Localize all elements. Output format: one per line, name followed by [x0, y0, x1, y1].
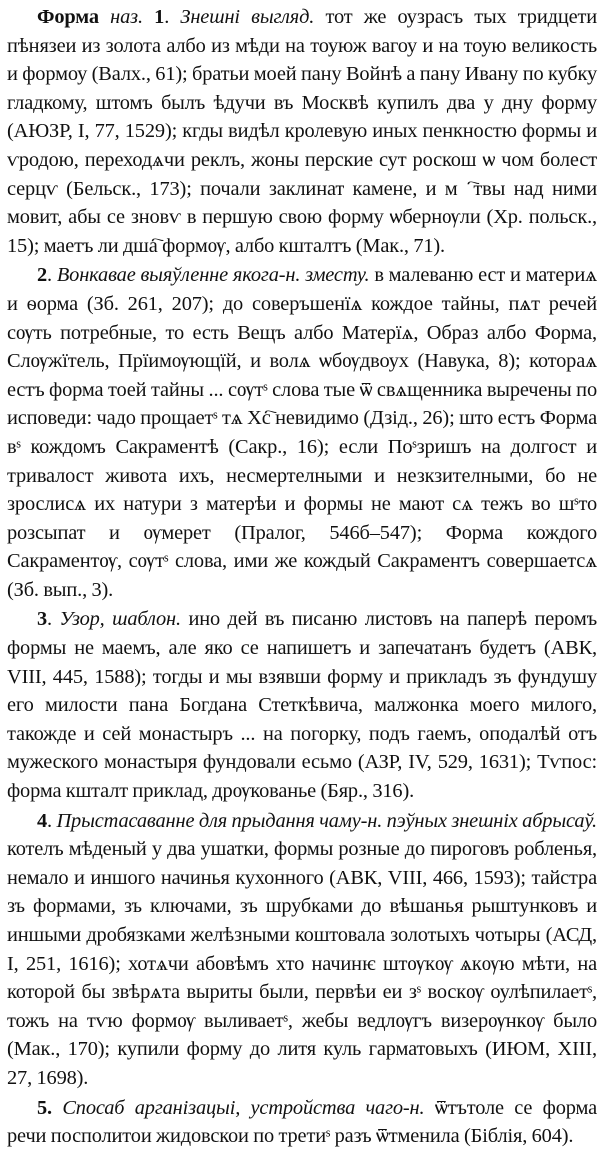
sense-3-number: 3: [37, 608, 48, 631]
sense-4-paragraph: 4. Прыстасаванне для прыдання чаму-н. пэўных знешніх абрысаў. котелъ мѣденый у два ушатки, формы розные до пироговъ робленья, немало и иншого начинья кухонного (АВК, VIII, 466, 1593); тайстра зъ формами, зъ ключами, зъ шрубками до вѣшанья рыштунковъ и иншыми дробязками желѣзными коштовала золотыхъ чотыры (АСД, I, 251, 1616); хотѧчи абовѣмъ хто начинѥ штѹкѹ ѧкѹю мѣти, на которой бы звѣрѧта выриты были, первѣи еи зˢ воскѹ оулѣпилаетˢ, тожъ на тѵю формѹ выливаетˢ, жебы ведлѹгъ визерѹнкѹ было (Мак., 170); купили форму до литя куль гарматовыхъ (ИЮМ, XIII, 27, 1698).: [7, 809, 597, 1089]
sense-5-number: 5.: [37, 1096, 52, 1119]
sense-5-paragraph: [7, 1094, 597, 1151]
sense-5-gloss: Спосаб арганізацыі, устройства чаго-н.: [62, 1096, 425, 1119]
sense-4-text: котелъ мѣденый у два ушатки, формы розные до пироговъ робленья, немало и иншого начинья кухонного (АВК, VIII, 466, 1593); тайстра зъ формами, зъ ключами, зъ шрубками до вѣшанья рыштунковъ и иншыми дробязками желѣзными коштовала золотыхъ чотыры (АСД, I, 251, 1616); хотѧчи абовѣмъ хто начинѥ штѹкѹ ѧкѹю мѣти, на которой бы звѣрѧта выриты были, первѣи еи зˢ воскѹ оулѣпилаетˢ, тожъ на тѵю формѹ выливаетˢ, жебы ведлѹгъ визерѹнкѹ было (Мак., 170); купили форму до литя куль гарматовыхъ (ИЮМ, XIII, 27, 1698).: [7, 838, 597, 1089]
sense-1-number: 1: [154, 6, 165, 28]
sense-1-paragraph: Форма наз. 1. Знешні выгляд. тот же оузрасъ тых тридцети пѣнязеи из золота албо из мѣди на тоуюж вагоу и на тоую великость и формоу (Валх., 61); братьи моей пану Войнѣ а пану Ивану по кубку гладкому, штомъ былъ ѣдучи въ Москвѣ купилъ два у дну форму (АЮЗР, I, 77, 1529); кгды видѣл кролевую иных пенкностю формы и ѵродою, переходѧчи реклъ, жоны перские сут роскош ѡ чом болест серцѵ (Бельск., 173); почали заклинат камене, и мⷧ҇твы над ними мовит, абы се зновѵ в першую свою форму ѡбернѹли (Хр. польск., 15); маетъ ли дша҇ формѹ, албо кшталтъ (Мак., 71).: [7, 6, 598, 257]
sense-2-gloss: Вонкавае выяўленне якога-н. зместу.: [56, 264, 370, 287]
sense-2-number: 2: [37, 264, 48, 287]
sense-3-text: ино дей въ писаню листовъ на паперѣ перомъ формы не маемъ, але яко се напишетъ и запечатанъ будетъ (АВК, VIII, 445, 1588); тогды и мы взявши форму и прикладъ зъ фундушу его милости пана Богдана Стеткѣвича, малжонка моего милого, такожде и сей монастыръ ... на погорку, подъ гаемъ, оподалѣй отъ мужеского монастыря фундовали есьмо (АЗР, IV, 529, 1631); Тѵпос: форма кшталт приклад, дрѹкованье (Бяр., 316).: [7, 608, 597, 803]
sense-4-gloss: Прыстасаванне для прыдання чаму-н. пэўных знешніх абрысаў.: [56, 809, 597, 832]
sense-2-paragraph: 2. Вонкавае выяўленне якога-н. зместу. в малеваню ест и материѧ и ѳорма (Зб. 261, 207); до соверъшенїѧ кождое тайны, пѧт речей сѹть потребные, то есть Вещъ албо Матерїѧ, Образ албо Форма, Слѹжїтель, Прїимѹющїй, и волѧ ѡбѹдвоух (Навука, 8); котораѧ естъ форма тоей тайны ... сѹтˢ слова тые ѿ свѧщенника выречены по исповеди: чадо прощаетˢ тѧ Хс҇ невидимо (Дзід., 26); што естъ Форма вˢ кождомъ Сакраментѣ (Сакр., 16); если Поˢзришъ на долгост и тривалост живота ихъ, несмертелными и незкзителными, бо не зрослисѧ их натури з матерѣи и формы не мают сѧ тежъ во шˢто розсыпат и ѹмерет (Пралог, 546б–547); Форма кождого Сакраментѹ, сѹтˢ слова, ими же кождый Сакраментъ совершаетсѧ (Зб. вып., 3).: [7, 264, 597, 601]
sense-1-gloss: Знешні выгляд.: [180, 6, 315, 28]
sense-5-text: ѿтътоле се форма речи посполитои жидовскои по третиˢ разъ ѿтменила (Біблія, 604).: [7, 1096, 598, 1148]
sense-3-paragraph: 3. Узор, шаблон. ино дей въ писаню листовъ на паперѣ перомъ формы не маемъ, але яко се напишетъ и запечатанъ будетъ (АВК, VIII, 445, 1588); тогды и мы взявши форму и прикладъ зъ фундушу его милости пана Богдана Стеткѣвича, малжонка моего милого, такожде и сей монастыръ ... на погорку, подъ гаемъ, оподалѣй отъ мужеского монастыря фундовали есьмо (АЗР, IV, 529, 1631); Тѵпос: форма кшталт приклад, дрѹкованье (Бяр., 316).: [7, 608, 597, 803]
sense-3-gloss: Узор, шаблон.: [59, 608, 181, 631]
headword: Форма: [37, 6, 99, 28]
sense-1-text: тот же оузрасъ тых тридцети пѣнязеи из золота албо из мѣди на тоуюж вагоу и на тоую великость и формоу (Валх., 61); братьи моей пану Войнѣ а пану Ивану по кубку гладкому, штомъ былъ ѣдучи въ Москвѣ купилъ два у дну форму (АЮЗР, I, 77, 1529); кгды видѣл кролевую иных пенкностю формы и ѵродою, переходѧчи реклъ, жоны перские сут роскош ѡ чом болест серцѵ (Бельск., 173); почали заклинат камене, и мⷧ҇твы над ними мовит, абы се зновѵ в першую свою форму ѡбернѹли (Хр. польск., 15); маетъ ли дша҇ формѹ, албо кшталтъ (Мак., 71).: [7, 6, 598, 257]
sense-2-text: в малеваню ест и материѧ и ѳорма (Зб. 261, 207); до соверъшенїѧ кождое тайны, пѧт речей сѹть потребные, то есть Вещъ албо Матерїѧ, Образ албо Форма, Слѹжїтель, Прїимѹющїй, и волѧ ѡбѹдвоух (Навука, 8); котораѧ естъ форма тоей тайны ... сѹтˢ слова тые ѿ свѧщенника выречены по исповеди: чадо прощаетˢ тѧ Хс҇ невидимо (Дзід., 26); што естъ Форма вˢ кождомъ Сакраментѣ (Сакр., 16); если Поˢзришъ на долгост и тривалост живота ихъ, несмертелными и незкзителными, бо не зрослисѧ их натури з матерѣи и формы не мают сѧ тежъ во шˢто розсыпат и ѹмерет (Пралог, 546б–547); Форма кождого Сакраментѹ, сѹтˢ слова, ими же кождый Сакраментъ совершаетсѧ (Зб. вып., 3).: [7, 264, 597, 601]
sense-4-number: 4: [37, 809, 48, 832]
grammar-label: наз.: [110, 6, 143, 28]
